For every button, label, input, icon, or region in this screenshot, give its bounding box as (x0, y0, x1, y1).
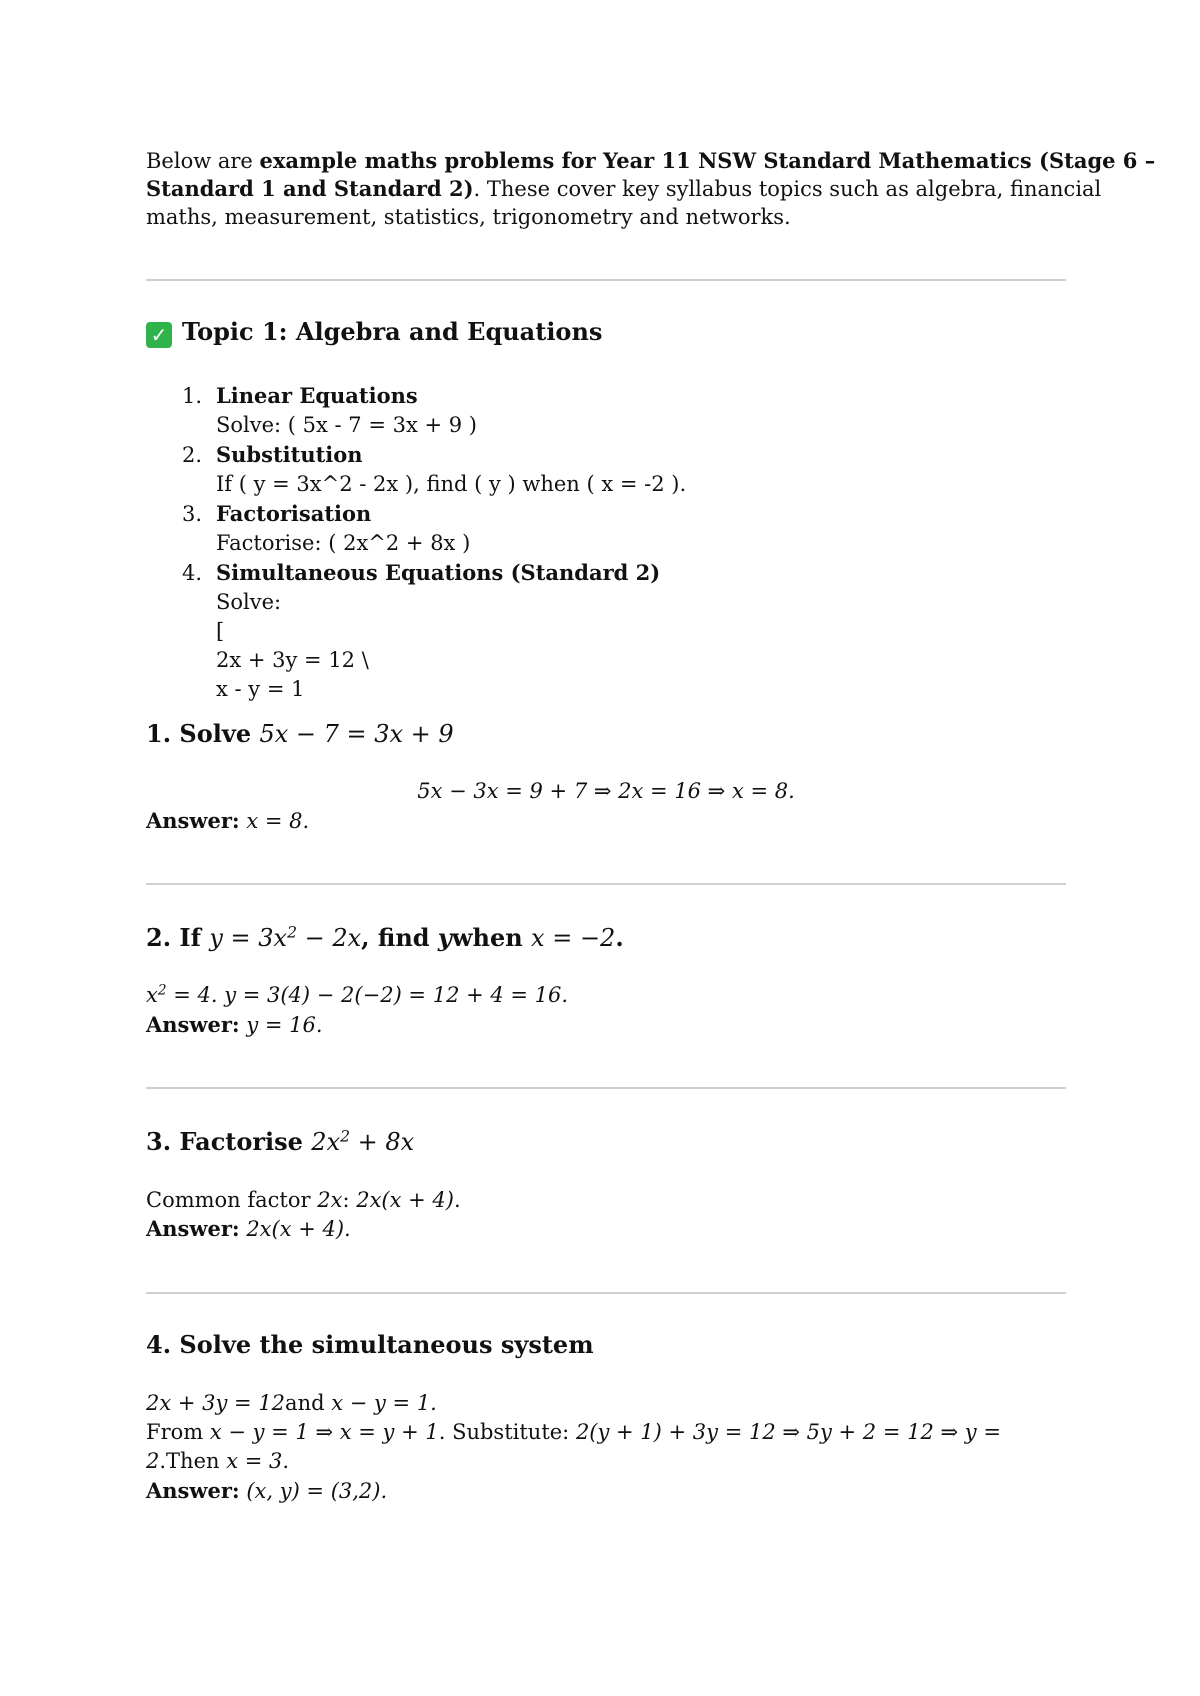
list-item-text: Solve: (216, 590, 282, 614)
answer-label: Answer: (146, 1012, 240, 1037)
topic-list (182, 381, 686, 704)
divider (146, 1292, 1066, 1294)
list-item-title: Simultaneous Equations (Standard 2) (216, 560, 661, 585)
superscript: 2 (157, 982, 167, 999)
superscript: 2 (340, 1127, 351, 1146)
heading-math (209, 924, 361, 952)
intro-text-2: . These cover key syllabus topics such as algebra, financial (473, 177, 1102, 201)
heading-text: 4. Solve the simultaneous system (146, 1330, 594, 1359)
list-number: 2. (182, 443, 203, 467)
text-part: and (285, 1391, 332, 1415)
problem-2-answer (146, 1010, 323, 1040)
list-item-title: Substitution (216, 442, 363, 467)
text-part: Common factor (146, 1188, 318, 1212)
intro-line-2 (146, 174, 1101, 204)
answer-label: Answer: (146, 1478, 240, 1503)
topic-title: Topic 1: Algebra and Equations (182, 317, 603, 346)
text-part: . Substitute: (438, 1420, 576, 1444)
problem-1-working: 5x − 3x = 9 + 7 ⇒ 2x = 16 ⇒ x = 8. (417, 779, 795, 803)
divider (146, 1087, 1066, 1089)
math-part: 2(y + 1) + 3y = 12 ⇒ 5y + 2 = 12 ⇒ y = (575, 1420, 1001, 1444)
problem-4-line-2 (146, 1418, 1001, 1447)
list-item (182, 440, 686, 470)
heading-math: 5x − 7 = 3x + 9 (259, 720, 454, 748)
check-icon: ✓ (146, 322, 172, 348)
problem-1-heading (146, 718, 454, 750)
problem-4-line-3 (146, 1447, 289, 1476)
list-item (182, 381, 686, 411)
answer-label: Answer: (146, 1216, 240, 1241)
math-part: x = 3. (226, 1449, 290, 1473)
text-part: : (342, 1188, 357, 1212)
heading-text: 3. Factorise (146, 1127, 312, 1156)
list-item-text: [ (216, 619, 225, 643)
intro-bold: example maths problems for Year 11 NSW Standard Mathematics (Stage 6 – (259, 148, 1156, 173)
list-item-text: Factorise: ( 2x^2 + 8x ) (216, 531, 471, 555)
heading-math: x = −2 (531, 924, 616, 952)
intro-line-1 (146, 146, 1155, 176)
list-item-text: 2x + 3y = 12 \ (216, 648, 369, 672)
problem-4-heading (146, 1329, 594, 1361)
text-part: From (146, 1420, 210, 1444)
answer-label: Answer: (146, 808, 240, 833)
intro-text-3: maths, measurement, statistics, trigonometry and networks. (146, 205, 791, 229)
problem-3-heading (146, 1126, 414, 1158)
math-part: x − y = 1. (331, 1391, 437, 1415)
intro-bold-2: Standard 1 and Standard 2) (146, 176, 474, 201)
answer-value: x = 8. (239, 809, 310, 833)
heading-text: 2. If (146, 923, 210, 952)
intro-line-3 (146, 203, 791, 232)
heading-math (311, 1128, 414, 1156)
problem-4-line-1 (146, 1389, 437, 1418)
math-part: + 8x (350, 1128, 415, 1156)
problem-3-working (146, 1186, 461, 1215)
problem-2-working (146, 981, 568, 1010)
answer-value: 2x(x + 4). (239, 1217, 351, 1241)
list-number: 3. (182, 502, 203, 526)
math-part: 2x (317, 1188, 343, 1212)
list-number: 4. (182, 561, 203, 585)
heading-text: , find (361, 923, 438, 952)
math-part: 2x (311, 1128, 341, 1156)
list-item-text: If ( y = 3x^2 - 2x ), find ( y ) when ( x = -2 ). (216, 472, 687, 496)
heading-text: when (451, 923, 532, 952)
heading-text: 1. Solve (146, 719, 260, 748)
problem-1-answer (146, 806, 309, 836)
math-part: x − y = 1 ⇒ x = y + 1 (209, 1420, 439, 1444)
problem-4-answer (146, 1476, 387, 1506)
math-part: = 4. y = 3(4) − 2(−2) = 12 + 4 = 16. (166, 983, 569, 1007)
answer-value: (x, y) = (3,2). (239, 1479, 388, 1503)
math-part: x (146, 983, 158, 1007)
list-item-title: Factorisation (216, 501, 372, 526)
heading-text: . (615, 923, 624, 952)
math-part: 2x + 3y = 12 (146, 1391, 286, 1415)
heading-math: y (437, 923, 452, 952)
math-part: 2x(x + 4) (356, 1188, 454, 1212)
list-number: 1. (182, 384, 203, 408)
problem-2-heading (146, 922, 624, 954)
math-part: y = 3x (209, 924, 288, 952)
list-item-text: x - y = 1 (216, 677, 305, 701)
problem-3-answer (146, 1214, 351, 1244)
math-part: 2 (146, 1449, 160, 1473)
list-item (182, 558, 686, 588)
list-item (182, 499, 686, 529)
superscript: 2 (287, 923, 297, 942)
intro-text: Below are (146, 149, 260, 173)
divider (146, 279, 1066, 281)
topic-heading (146, 316, 602, 348)
answer-value: y = 16. (239, 1013, 323, 1037)
math-part: − 2x (296, 924, 362, 952)
list-item-text: Solve: ( 5x - 7 = 3x + 9 ) (216, 413, 477, 437)
text-part: . (453, 1188, 461, 1212)
list-item-title: Linear Equations (216, 383, 418, 408)
text-part: .Then (159, 1449, 227, 1473)
divider (146, 883, 1066, 885)
